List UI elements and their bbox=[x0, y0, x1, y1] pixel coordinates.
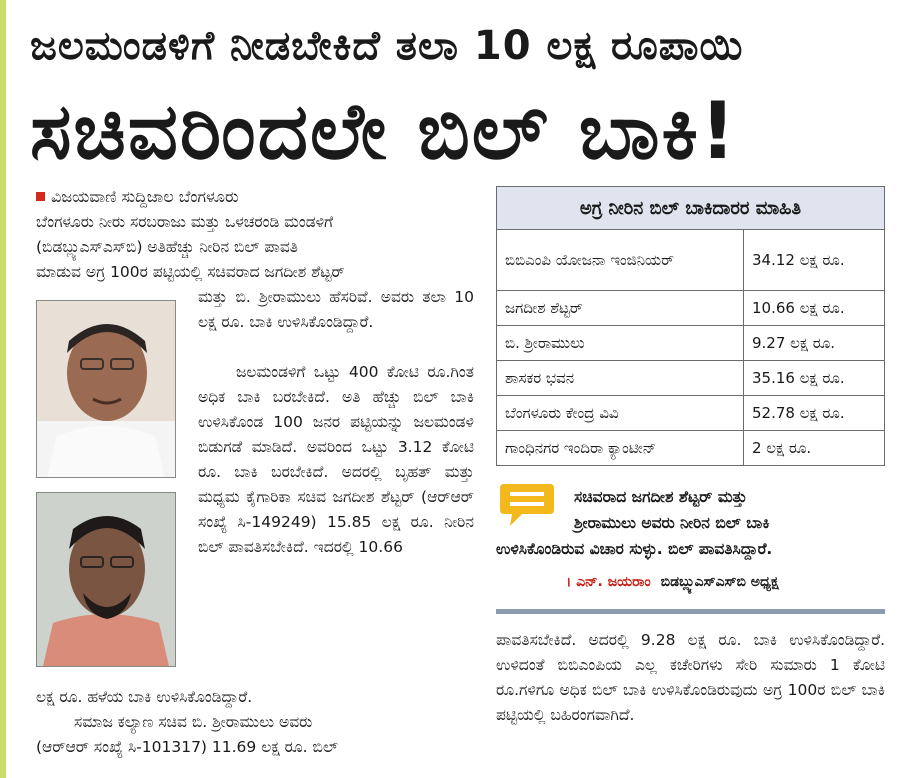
pull-quote bbox=[496, 484, 896, 562]
table-cell-name: ಬೆಂಗಳೂರು ಕೇಂದ್ರ ವಿವಿ bbox=[497, 396, 744, 431]
quote-line: ಉಳಿಸಿಕೊಂಡಿರುವ ವಿಚಾರ ಸುಳ್ಳು. ಬಿಲ್ ಪಾವತಿಸಿದ್ದಾರೆ. bbox=[496, 540, 773, 558]
portrait-illustration-icon bbox=[37, 493, 175, 666]
table-cell-name: ಶಾಸಕರ ಭವನ bbox=[497, 361, 744, 396]
quote-speaker-name: । ಎನ್. ಜಯರಾಂ bbox=[566, 574, 651, 590]
page-edge-bar bbox=[0, 0, 6, 778]
article-line: ಲಕ್ಷ ರೂ. ಹಳೆಯ ಬಾಕಿ ಉಳಿಸಿಕೊಂಡಿದ್ದಾರೆ. bbox=[36, 688, 253, 706]
table-cell-name: ಬಿಬಿಎಂಪಿ ಯೋಜನಾ ಇಂಜಿನಿಯರ್ bbox=[497, 230, 744, 291]
table-cell-name: ಬಿ. ಶ್ರೀರಾಮುಲು bbox=[497, 326, 744, 361]
byline-marker-icon bbox=[36, 192, 45, 201]
table-cell-amount: 9.27 ಲಕ್ಷ ರೂ. bbox=[744, 326, 885, 361]
table-row bbox=[497, 291, 885, 326]
article-line: (ಬಿಡಬ್ಲ್ಯುಎಸ್‌ಎಸ್‌ಬಿ) ಅತಿಹೆಚ್ಚು ನೀರಿನ ಬಿಲ್ ಪಾವತಿ bbox=[36, 238, 298, 256]
defaulters-table bbox=[496, 186, 885, 466]
quote-line: ಸಚಿವರಾದ ಜಗದೀಶ ಶೆಟ್ಟರ್ ಮತ್ತು bbox=[574, 488, 748, 506]
article-paragraph-2: ಜಲಮಂಡಳಿಗೆ ಒಟ್ಟು 400 ಕೋಟಿ ರೂ.ಗಿಂತ ಅಧಿಕ ಬಾಕಿ ಬರಬೇಕಿದೆ. ಅತಿ ಹೆಚ್ಚು ಬಿಲ್ ಬಾಕಿ ಉಳಿಸಿಕೊಂಡ 100 ಜನರ ಪಟ್ಟಿಯನ್ನು ಜಲಮಂಡಳಿ ಬಿಡುಗಡೆ ಮಾಡಿದೆ. ಅವರಿಂದ ಒಟ್ಟು 3.12 ಕೋಟಿ ರೂ. ಬಾಕಿ ಬರಬೇಕಿದೆ. ಅದರಲ್ಲಿ ಬೃಹತ್ ಮತ್ತು ಮಧ್ಯಮ ಕೈಗಾರಿಕಾ ಸಚಿವ ಜಗದೀಶ ಶೆಟ್ಟರ್ (ಆರ್‌ಆರ್ ಸಂಖ್ಯೆ ಸಿ-149249) 15.85 ಲಕ್ಷ ರೂ. ನೀರಿನ ಬಿಲ್ ಪಾವತಿಸಬೇಕಿದೆ. ಇದರಲ್ಲಿ 10.66 bbox=[198, 363, 474, 556]
article-line: ಮಾಡುವ ಅಗ್ರ 100ರ ಪಟ್ಟಿಯಲ್ಲಿ ಸಚಿವರಾದ ಜಗದೀಶ ಶೆಟ್ಟರ್ bbox=[36, 263, 345, 281]
portrait-illustration-icon bbox=[37, 301, 175, 477]
table-cell-amount: 34.12 ಲಕ್ಷ ರೂ. bbox=[744, 230, 885, 291]
photo-b-sriramulu bbox=[36, 492, 176, 667]
photo-jagadish-shettar bbox=[36, 300, 176, 478]
table-cell-amount: 35.16 ಲಕ್ಷ ರೂ. bbox=[744, 361, 885, 396]
article-paragraph-continued: ಪಾವತಿಸಬೇಕಿದೆ. ಅದರಲ್ಲಿ 9.28 ಲಕ್ಷ ರೂ. ಬಾಕಿ ಉಳಿಸಿಕೊಂಡಿದ್ದಾರೆ. ಉಳಿದಂತೆ ಬಿಬಿಎಂಪಿಯ ಎಲ್ಲ ಕಚೇರಿಗಳು ಸೇರಿ ಸುಮಾರು 1 ಕೋಟಿ ರೂ.ಗಳಿಗೂ ಅಧಿಕ ಬಿಲ್ ಬಾಕಿ ಉಳಿಸಿಕೊಂಡಿರುವುದು ಅಗ್ರ 100ರ ಬಿಲ್ ಬಾಕಿ ಪಟ್ಟಿಯಲ್ಲಿ ಬಹಿರಂಗವಾಗಿದೆ. bbox=[496, 631, 885, 724]
table-row bbox=[497, 230, 885, 291]
kicker-headline: ಜಲಮಂಡಳಿಗೆ ನೀಡಬೇಕಿದೆ ತಲಾ 10 ಲಕ್ಷ ರೂಪಾಯಿ bbox=[30, 23, 744, 69]
table-title: ಅಗ್ರ ನೀರಿನ ಬಿಲ್ ಬಾಕಿದಾರರ ಮಾಹಿತಿ bbox=[497, 187, 885, 230]
table-row bbox=[497, 396, 885, 431]
article-line: ಬೆಂಗಳೂರು ನೀರು ಸರಬರಾಜು ಮತ್ತು ಒಳಚರಂಡಿ ಮಂಡಳಿಗೆ bbox=[36, 213, 334, 231]
table-row bbox=[497, 431, 885, 466]
table-cell-name: ಜಗದೀಶ ಶೆಟ್ಟರ್ bbox=[497, 291, 744, 326]
table-cell-name: ಗಾಂಧಿನಗರ ಇಂದಿರಾ ಕ್ಯಾಂಟೀನ್ bbox=[497, 431, 744, 466]
quote-line: ಶ್ರೀರಾಮುಲು ಅವರು ನೀರಿನ ಬಿಲ್ ಬಾಕಿ bbox=[574, 514, 770, 532]
article-paragraph-1: ಮತ್ತು ಬಿ. ಶ್ರೀರಾಮುಲು ಹೆಸರಿವೆ. ಅವರು ತಲಾ 10 ಲಕ್ಷ ರೂ. ಬಾಕಿ ಉಳಿಸಿಕೊಂಡಿದ್ದಾರೆ. bbox=[198, 288, 474, 331]
article-line: (ಆರ್‌ಆರ್ ಸಂಖ್ಯೆ ಸಿ-101317) 11.69 ಲಕ್ಷ ರೂ. ಬಿಲ್ bbox=[36, 738, 339, 756]
table-cell-amount: 2 ಲಕ್ಷ ರೂ. bbox=[744, 431, 885, 466]
quote-attribution bbox=[566, 574, 779, 590]
table-row bbox=[497, 361, 885, 396]
table-cell-amount: 52.78 ಲಕ್ಷ ರೂ. bbox=[744, 396, 885, 431]
byline-text: ವಿಜಯವಾಣಿ ಸುದ್ದಿಜಾಲ ಬೆಂಗಳೂರು bbox=[51, 187, 239, 206]
byline bbox=[36, 186, 239, 208]
article-line: ಸಮಾಜ ಕಲ್ಯಾಣ ಸಚಿವ ಬಿ. ಶ್ರೀರಾಮುಲು ಅವರು bbox=[74, 713, 313, 731]
main-headline: ಸಚಿವರಿಂದಲೇ ಬಿಲ್ ಬಾಕಿ! bbox=[30, 87, 738, 177]
article-paragraph-intro bbox=[36, 210, 474, 285]
section-divider bbox=[496, 609, 885, 614]
article-paragraph-3 bbox=[36, 685, 474, 760]
quote-speaker-role: ಬಿಡಬ್ಲ್ಯುಎಸ್‌ಎಸ್‌ಬಿ ಅಧ್ಯಕ್ಷ bbox=[660, 574, 779, 590]
table-row bbox=[497, 326, 885, 361]
table-cell-amount: 10.66 ಲಕ್ಷ ರೂ. bbox=[744, 291, 885, 326]
